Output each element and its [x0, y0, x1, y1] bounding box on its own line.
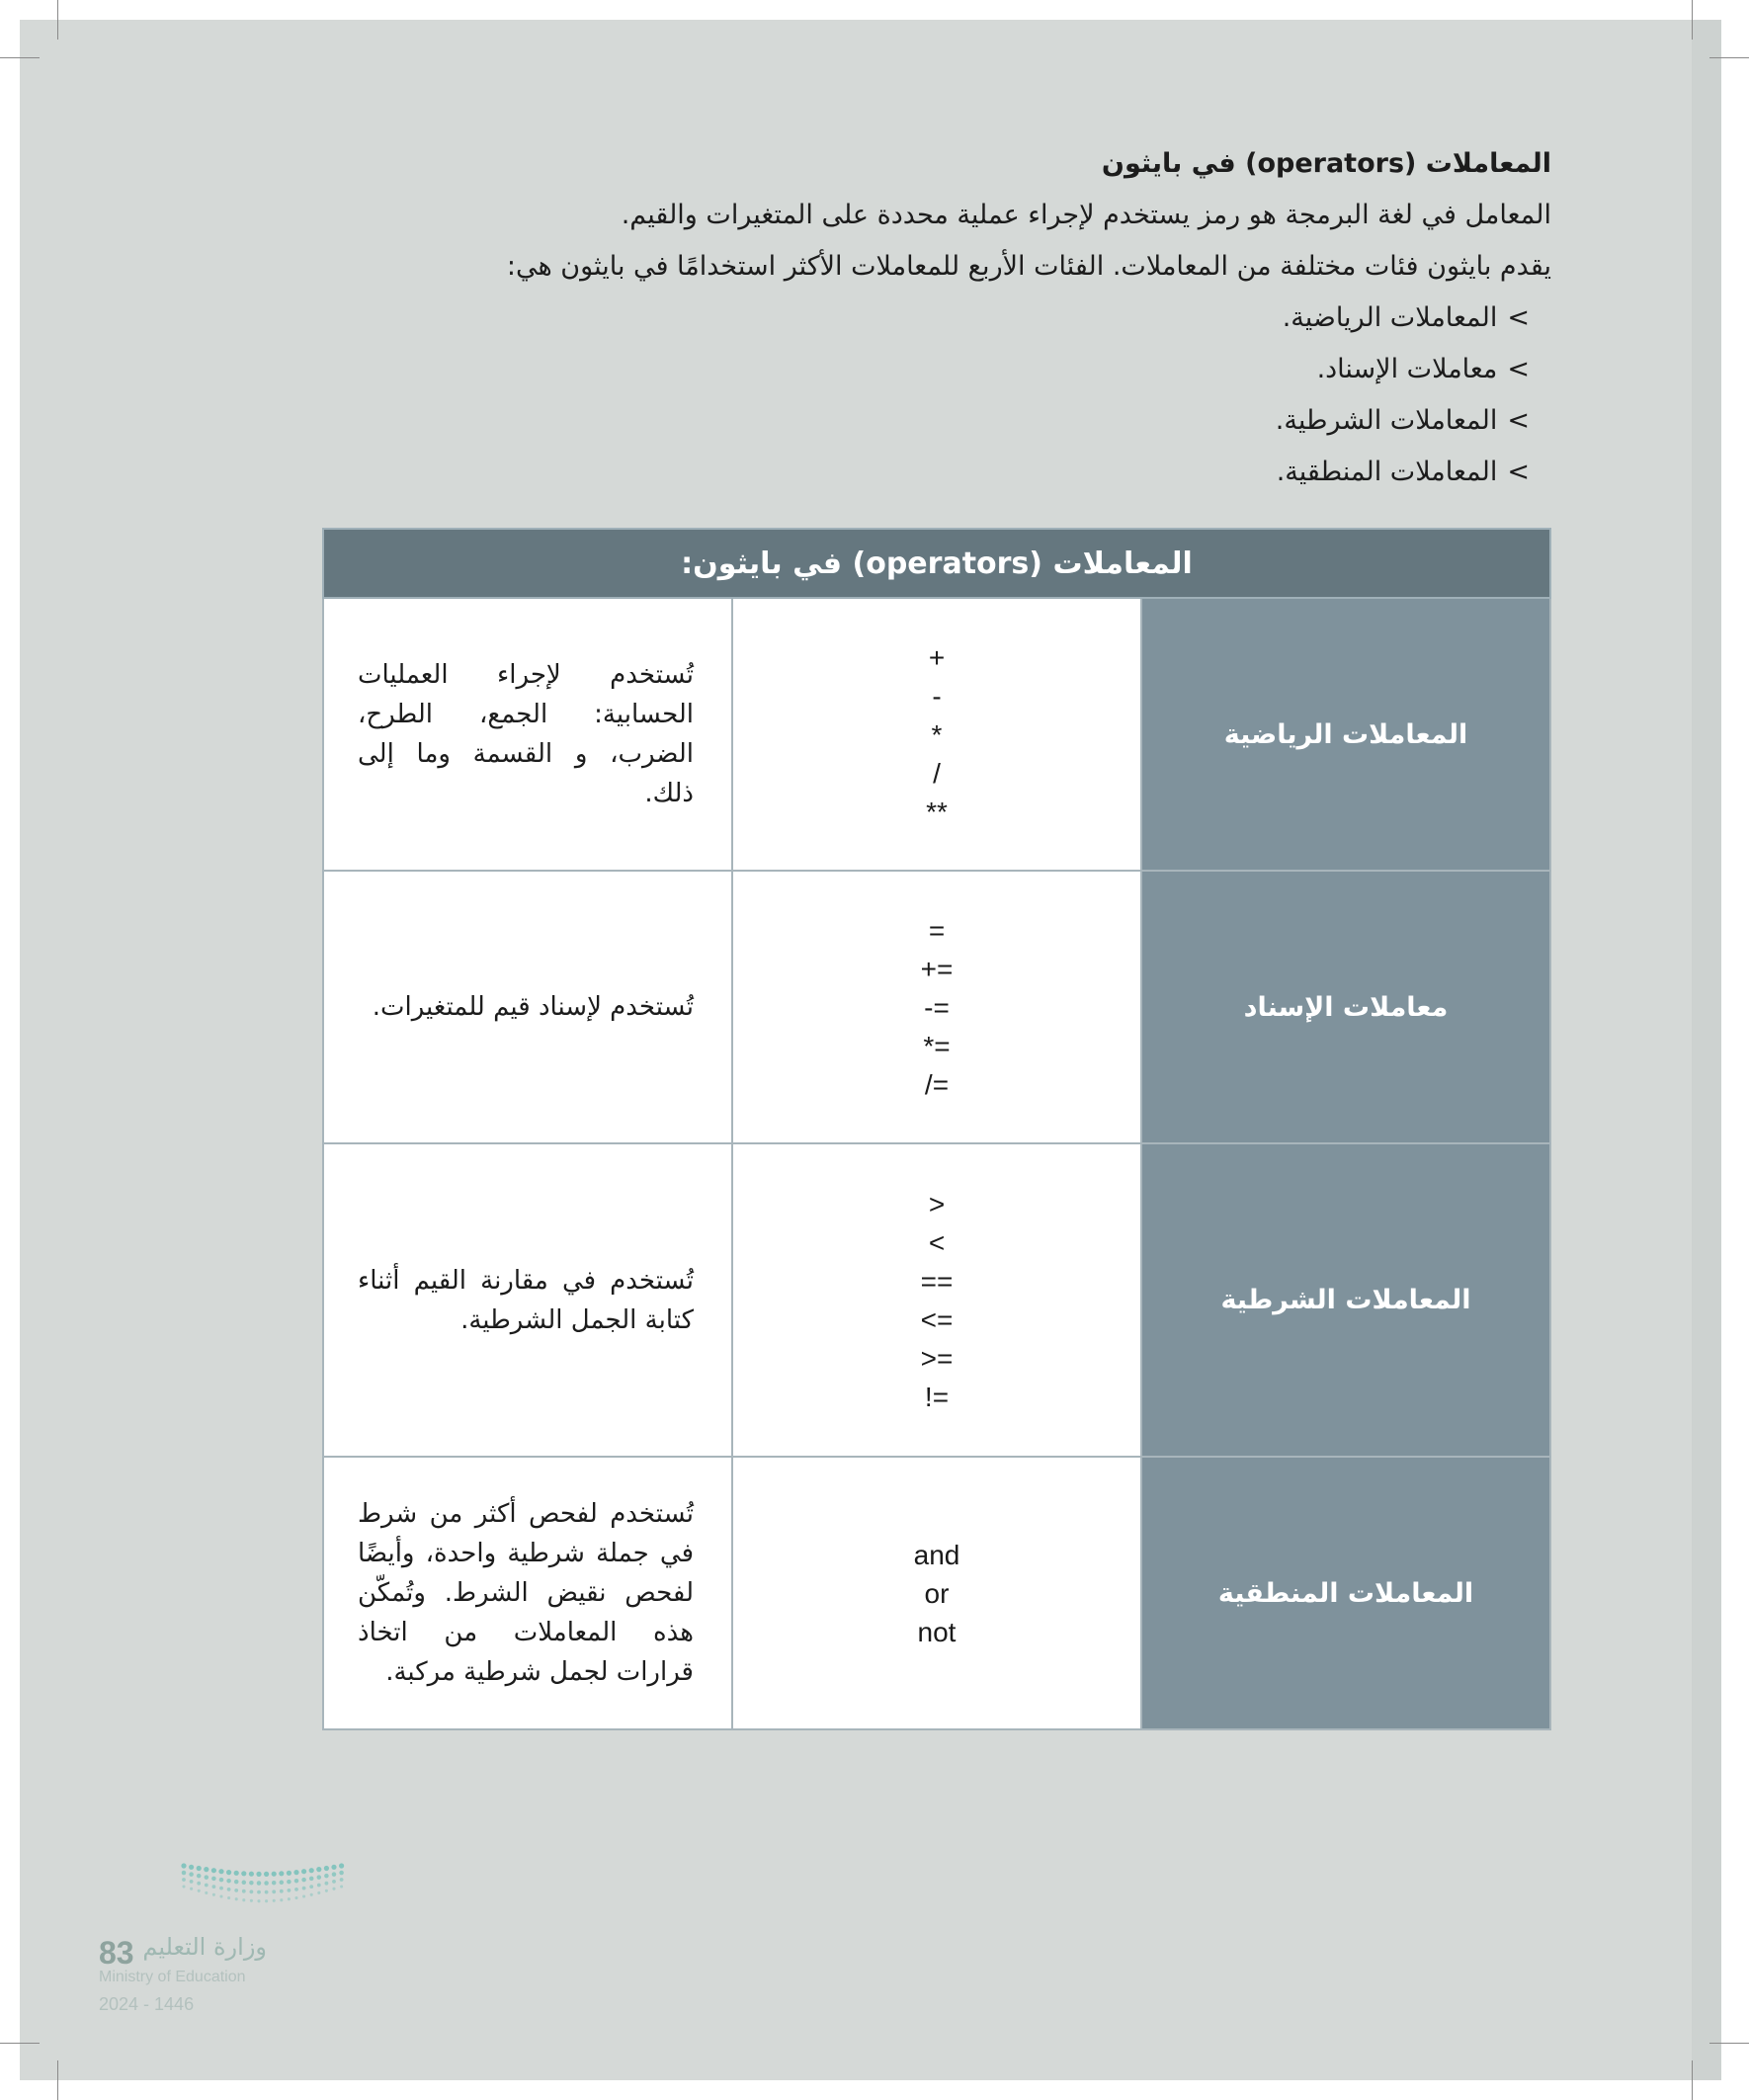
logo-dot: [317, 1891, 320, 1894]
list-item: [415, 344, 1530, 395]
operator-symbol: and: [913, 1539, 960, 1570]
description-cell: تُستخدم لإجراء العمليات الحسابية: الجمع، الطرح، الضرب، و القسمة وما إلى ذلك.: [323, 598, 732, 871]
crop-mark: [0, 2043, 40, 2044]
logo-dot: [294, 1879, 299, 1884]
list-item: [415, 395, 1530, 447]
operator-symbol: *=: [923, 1030, 951, 1061]
page-number: 83: [99, 1935, 134, 1971]
logo-dot: [294, 1896, 297, 1899]
operator-symbol: -=: [924, 991, 950, 1023]
logo-dot: [272, 1881, 277, 1886]
symbols-cell: [732, 871, 1141, 1143]
logo-dot: [272, 1890, 276, 1893]
logo-dot: [288, 1889, 292, 1892]
operator-symbol: **: [926, 796, 948, 827]
operators-table: [322, 528, 1551, 1730]
logo-dot: [212, 1885, 216, 1889]
description-cell: تُستخدم في مقارنة القيم أثناء كتابة الجمل الشرطية.: [323, 1143, 732, 1457]
logo-dot: [227, 1896, 230, 1899]
table-row: [323, 598, 1550, 871]
logo-dot: [234, 1880, 239, 1885]
operator-categories-list: [415, 293, 1551, 498]
logo-dot: [288, 1897, 291, 1900]
logo-dot: [249, 1881, 254, 1886]
logo-dot: [332, 1888, 335, 1890]
logo-dot: [301, 1869, 306, 1874]
operator-symbol: /: [933, 757, 941, 789]
logo-dot: [310, 1893, 313, 1896]
operator-symbol: !=: [924, 1381, 950, 1412]
logo-dot: [339, 1863, 344, 1868]
intro-paragraph-1: المعامل في لغة البرمجة هو رمز يستخدم لإجراء عملية محددة على المتغيرات والقيم.: [621, 200, 1551, 230]
logo-dot: [257, 1881, 262, 1886]
logo-dot: [287, 1880, 292, 1885]
logo-dot: [309, 1868, 314, 1873]
table-title: المعاملات (operators) في بايثون:: [323, 529, 1550, 598]
logo-dot: [249, 1872, 254, 1877]
table-row: [323, 1457, 1550, 1729]
list-item: [415, 293, 1530, 344]
logo-dot: [325, 1882, 329, 1886]
operator-symbol: +: [928, 641, 946, 673]
logo-dot: [235, 1897, 238, 1900]
logo-dot: [317, 1875, 322, 1880]
logo-dot: [242, 1890, 246, 1893]
logo-dot: [309, 1885, 313, 1889]
logo-dot: [340, 1885, 343, 1888]
logo-dot: [309, 1877, 314, 1882]
logo-dot: [324, 1866, 329, 1871]
crop-mark: [57, 0, 58, 40]
logo-dot: [279, 1871, 284, 1876]
bullet-marker: >: [1507, 405, 1530, 436]
logo-dot: [280, 1898, 283, 1901]
logo-dot: [256, 1872, 261, 1877]
list-item-text: المعاملات الرياضية.: [1282, 302, 1498, 333]
operator-symbol: >: [928, 1188, 946, 1219]
crop-mark: [57, 2060, 58, 2100]
table-row: [323, 871, 1550, 1143]
logo-dot: [242, 1898, 245, 1901]
operator-symbol: +=: [920, 953, 954, 984]
logo-dot: [226, 1879, 231, 1884]
crop-mark: [1709, 2043, 1749, 2044]
logo-dot: [211, 1877, 216, 1882]
symbols-cell: [732, 598, 1141, 871]
operator-symbol: -: [932, 680, 942, 712]
logo-dot: [257, 1890, 261, 1894]
ministry-name-english: Ministry of Education: [99, 1969, 246, 1985]
description-cell: تُستخدم لفحص أكثر من شرط في جملة شرطية واحدة، وأيضًا لفحص نقيض الشرط. وتُمكّن هذه المعاملات من اتخاذ قرارات لجمل شرطية مركبة.: [323, 1457, 732, 1729]
table-row: [323, 1143, 1550, 1457]
crop-mark: [0, 57, 40, 58]
logo-dot: [331, 1865, 336, 1870]
ministry-logo-icon: [178, 1858, 351, 1917]
logo-dot: [317, 1884, 321, 1888]
page-margin-top: [0, 0, 1749, 20]
category-cell: المعاملات المنطقية: [1141, 1457, 1550, 1729]
intro-paragraph-2: يقدم بايثون فئات مختلفة من المعاملات. الفئات الأربع للمعاملات الأكثر استخدامًا في بايثون هي:: [506, 251, 1551, 282]
logo-dot: [332, 1872, 337, 1877]
table-header-row: [323, 529, 1550, 598]
logo-dot-pattern: [181, 1863, 344, 1902]
category-cell: المعاملات الشرطية: [1141, 1143, 1550, 1457]
crop-mark: [1709, 57, 1749, 58]
logo-dot: [324, 1874, 329, 1879]
logo-dot: [198, 1890, 201, 1892]
logo-dot: [182, 1878, 186, 1882]
logo-dot: [316, 1867, 321, 1872]
logo-dot: [219, 1887, 223, 1890]
logo-dot: [272, 1872, 277, 1877]
logo-dot: [265, 1899, 268, 1902]
intro-section: [415, 138, 1551, 498]
logo-dot: [264, 1881, 269, 1886]
logo-dot: [302, 1887, 306, 1890]
logo-dot: [181, 1863, 186, 1868]
bullet-marker: >: [1507, 457, 1530, 487]
logo-dot: [280, 1881, 285, 1886]
operator-symbol: >=: [920, 1342, 954, 1374]
logo-dot: [242, 1881, 247, 1886]
logo-dot: [340, 1878, 344, 1882]
operator-symbol: or: [924, 1577, 950, 1609]
operator-symbol: <=: [920, 1303, 954, 1335]
logo-dot: [227, 1888, 231, 1891]
list-item-text: المعاملات الشرطية.: [1275, 405, 1498, 436]
operator-symbol: *: [931, 718, 943, 750]
logo-dot: [302, 1894, 305, 1897]
logo-dot: [189, 1872, 194, 1877]
crop-mark: [1692, 0, 1693, 40]
symbols-cell: [732, 1457, 1141, 1729]
section-heading: المعاملات (operators) في بايثون: [1101, 148, 1551, 179]
page-margin-bottom: [0, 2080, 1749, 2100]
page-margin-left: [0, 0, 20, 2100]
ministry-name-arabic: وزارة التعليم: [142, 1933, 267, 1961]
logo-dot: [301, 1878, 306, 1883]
logo-dot: [257, 1899, 260, 1902]
logo-dot: [218, 1869, 223, 1874]
logo-dot: [264, 1872, 269, 1877]
logo-dot: [197, 1866, 202, 1871]
bullet-marker: >: [1507, 354, 1530, 384]
logo-dot: [332, 1880, 336, 1884]
operator-symbol: not: [917, 1616, 957, 1647]
logo-dot: [205, 1875, 209, 1880]
logo-dot: [190, 1888, 193, 1890]
logo-dot: [234, 1889, 238, 1892]
list-item-text: المعاملات المنطقية.: [1276, 457, 1498, 487]
logo-dot: [280, 1890, 284, 1893]
category-cell: معاملات الإسناد: [1141, 871, 1550, 1143]
logo-dot: [339, 1871, 344, 1876]
logo-dot: [273, 1899, 276, 1902]
logo-dot: [241, 1871, 246, 1876]
logo-dot: [182, 1871, 187, 1876]
logo-dot: [219, 1894, 222, 1897]
logo-dot: [205, 1884, 208, 1888]
category-cell: المعاملات الرياضية: [1141, 598, 1550, 871]
logo-dot: [250, 1899, 253, 1902]
logo-dot: [211, 1868, 216, 1873]
logo-dot: [189, 1865, 194, 1870]
logo-dot: [226, 1870, 231, 1875]
logo-dot: [294, 1888, 298, 1891]
symbols-cell: [732, 1143, 1141, 1457]
logo-dot: [287, 1871, 292, 1876]
list-item: [415, 447, 1530, 498]
crop-mark: [1692, 2060, 1693, 2100]
bullet-marker: >: [1507, 302, 1530, 333]
logo-dot: [212, 1893, 215, 1896]
logo-dot: [250, 1890, 254, 1893]
logo-dot: [293, 1870, 298, 1875]
logo-dot: [325, 1890, 328, 1892]
list-item-text: معاملات الإسناد.: [1316, 354, 1498, 384]
operator-symbol: =: [928, 914, 946, 946]
operator-symbol: /=: [924, 1068, 950, 1100]
edition-year: 2024 - 1446: [99, 1994, 195, 2014]
logo-dot: [265, 1890, 269, 1894]
logo-dot: [190, 1880, 194, 1884]
logo-dot: [197, 1874, 202, 1879]
operator-symbol: ==: [920, 1265, 954, 1297]
page-bleed-strip: [1692, 20, 1721, 2080]
logo-dot: [234, 1871, 239, 1876]
operator-symbol: <: [928, 1226, 946, 1258]
logo-dot: [219, 1878, 224, 1883]
logo-dot: [205, 1891, 208, 1894]
logo-dot: [197, 1882, 201, 1886]
description-cell: تُستخدم لإسناد قيم للمتغيرات.: [323, 871, 732, 1143]
logo-dot: [204, 1867, 208, 1872]
logo-dot: [182, 1885, 185, 1888]
